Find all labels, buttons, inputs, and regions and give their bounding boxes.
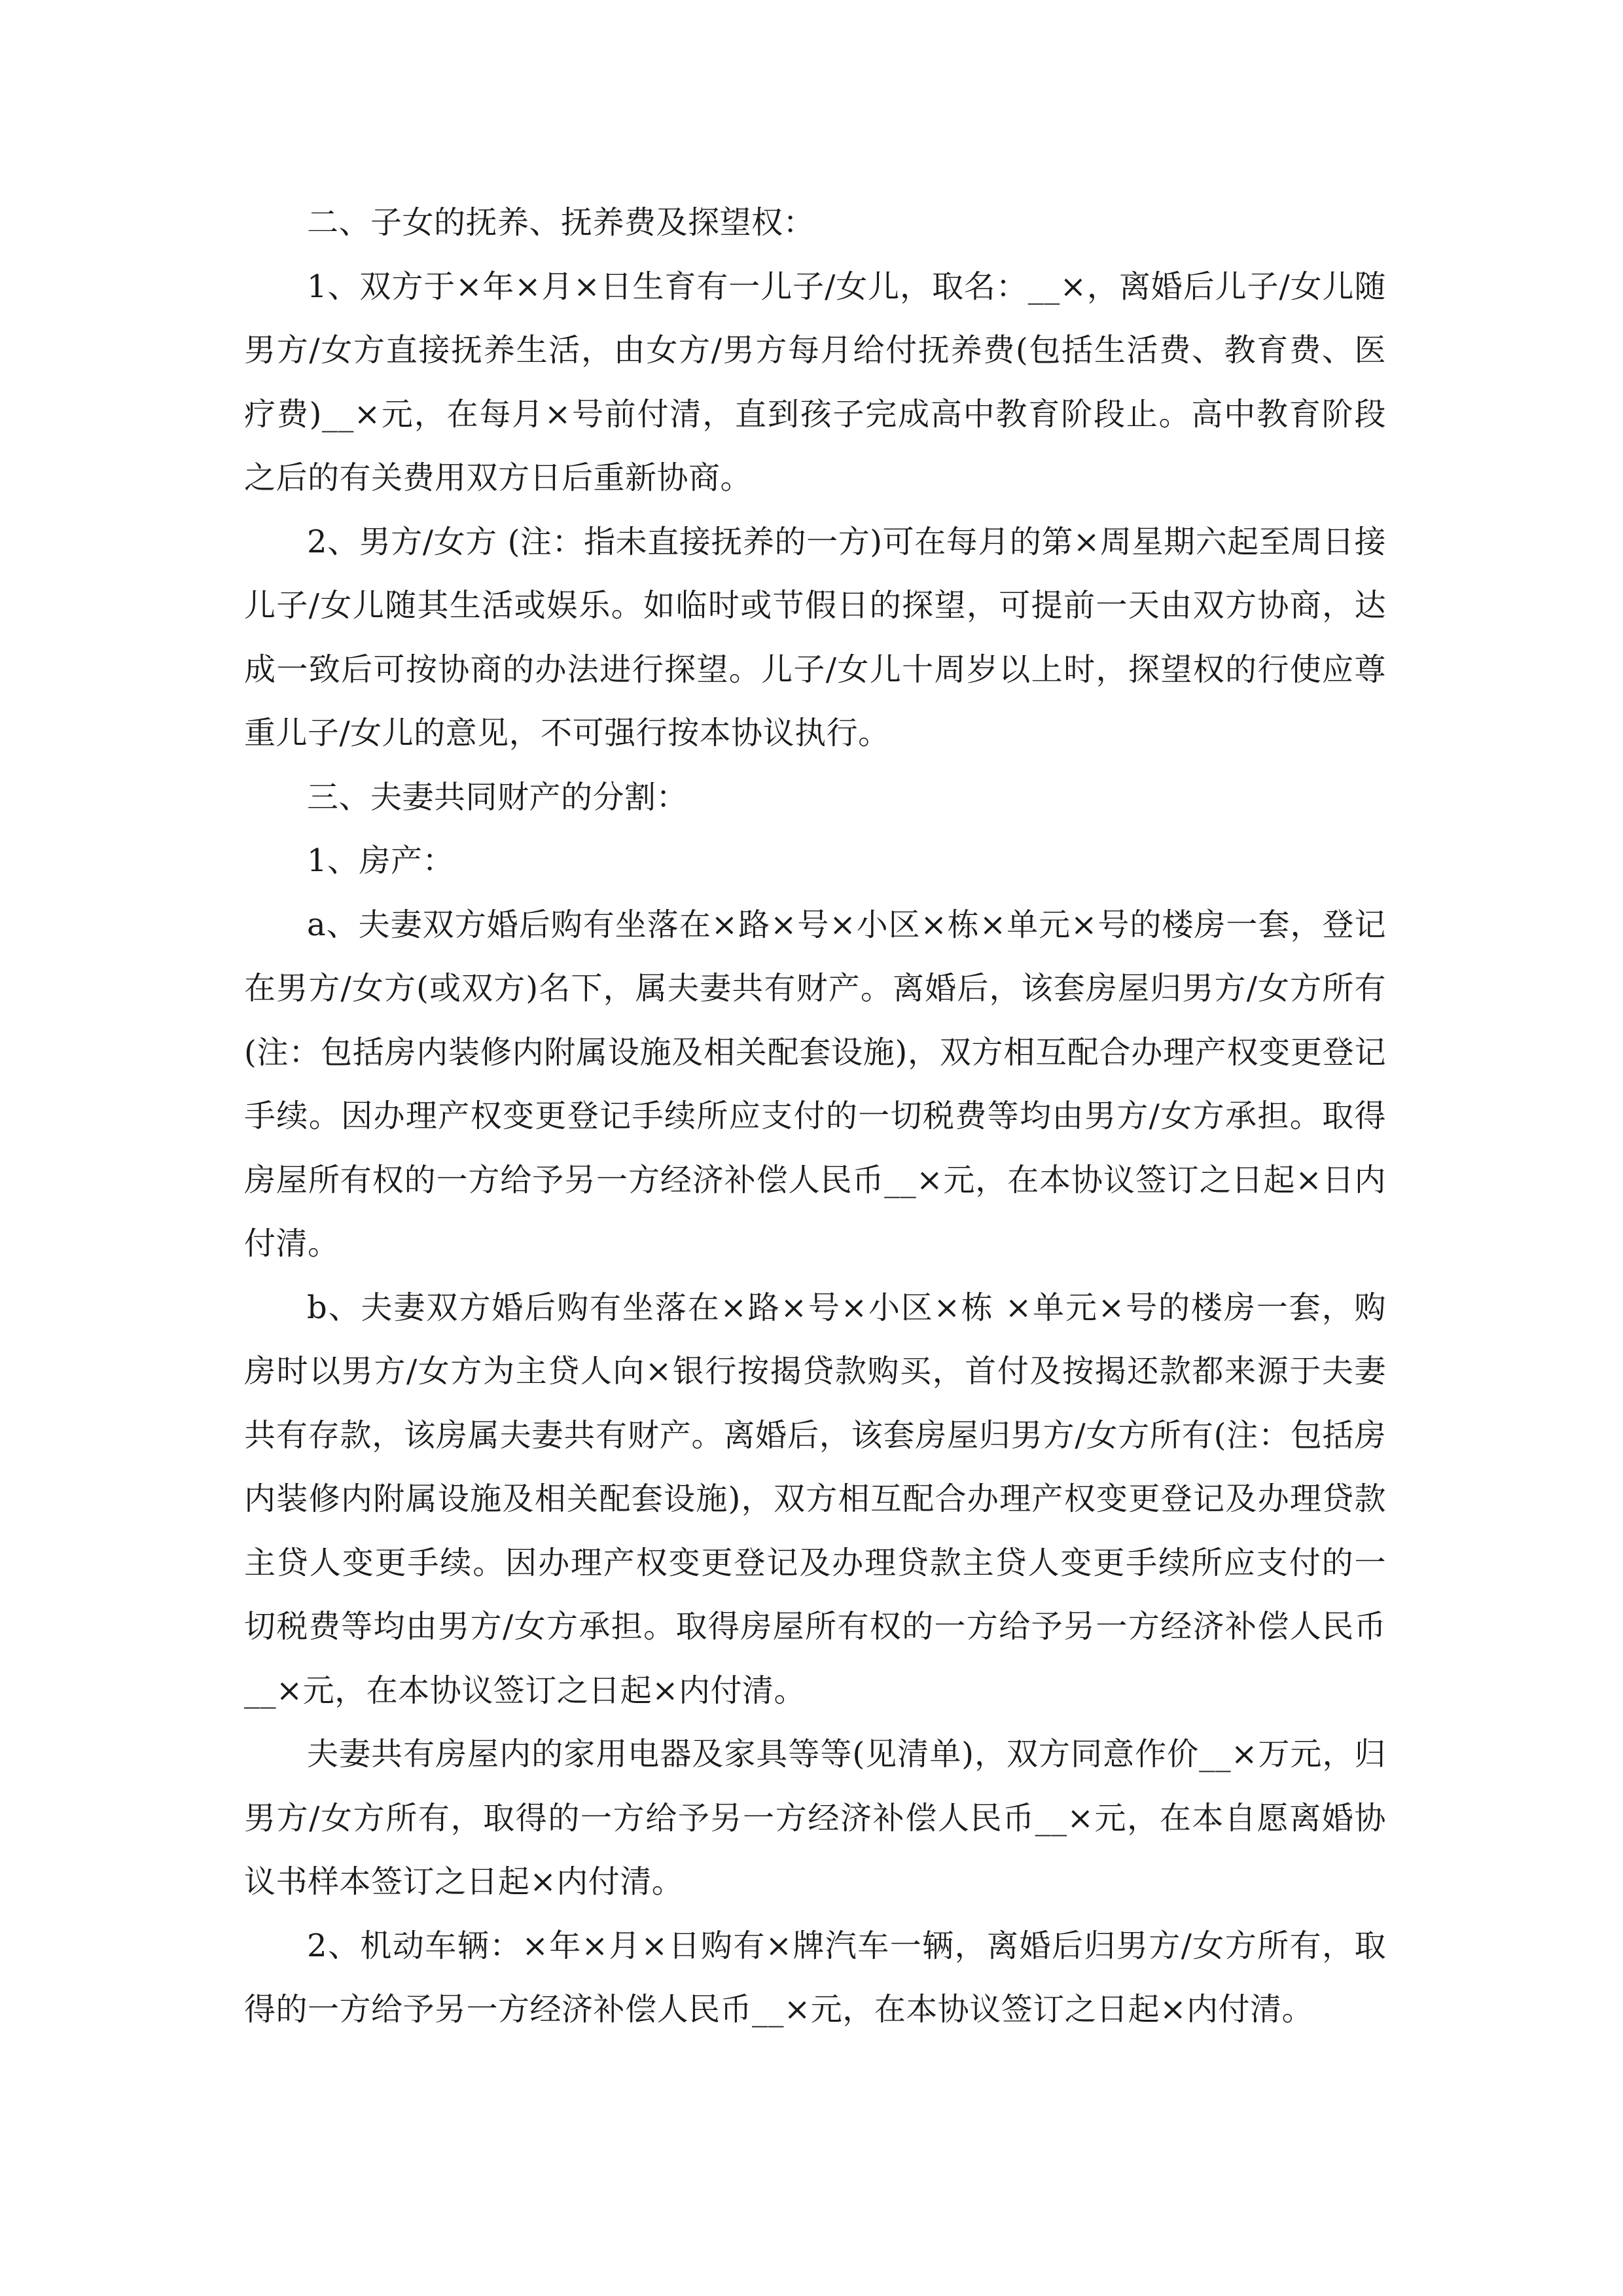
paragraph-motor-vehicle: 2、机动车辆：×年×月×日购有×牌汽车一辆，离婚后归男方/女方所有，取得的一方给予另一方经济补偿人民币__×元，在本协议签订之日起×内付清。 (244, 1927, 1386, 2028)
paragraph-child-support: 1、双方于×年×月×日生育有一儿子/女儿，取名：__×，离婚后儿子/女儿随男方/女方直接抚养生活，由女方/男方每月给付抚养费(包括生活费、教育费、医疗费)__×元，在每月×号前付清，直到孩子完成高中教育阶段止。高中教育阶段之后的有关费用双方日后重新协商。 (244, 268, 1386, 496)
section-heading-child-custody: 二、子女的抚养、抚养费及探望权： (307, 204, 815, 241)
paragraph-household-items: 夫妻共有房屋内的家用电器及家具等等(见清单)，双方同意作价__×万元，归男方/女方所有，取得的一方给予另一方经济补偿人民币__×元，在本自愿离婚协议书样本签订之日起×内付清。 (244, 1736, 1386, 1900)
paragraph-visitation: 2、男方/女方 (注：指未直接抚养的一方)可在每月的第×周星期六起至周日接儿子/女儿随其生活或娱乐。如临时或节假日的探望，可提前一天由双方协商，达成一致后可按协商的办法进行探望。儿子/女儿十周岁以上时，探望权的行使应尊重儿子/女儿的意见，不可强行按本协议执行。 (244, 523, 1386, 751)
paragraph-property-a: a、夫妻双方婚后购有坐落在×路×号×小区×栋×单元×号的楼房一套，登记在男方/女方(或双方)名下，属夫妻共有财产。离婚后，该套房屋归男方/女方所有 (注：包括房内装修内附属设施及相关配套设施)，双方相互配合办理产权变更登记手续。因办理产权变更登记手续所应支付的一切税费等均由男方/女方承担。取得房屋所有权的一方给予另一方经济补偿人民币__×元，在本协议签订之日起×日内付清。 (244, 906, 1386, 1262)
subheading-real-estate: 1、房产： (307, 842, 455, 879)
paragraph-property-b: b、夫妻双方婚后购有坐落在×路×号×小区×栋 ×单元×号的楼房一套，购房时以男方/女方为主贷人向×银行按揭贷款购买，首付及按揭还款都来源于夫妻共有存款，该房属夫妻共有财产。离婚后，该套房屋归男方/女方所有(注：包括房内装修内附属设施及相关配套设施)，双方相互配合办理产权变更登记及办理贷款主贷人变更手续。因办理产权变更登记及办理贷款主贷人变更手续所应支付的一切税费等均由男方/女方承担。取得房屋所有权的一方给予另一方经济补偿人民币__×元，在本协议签订之日起×内付清。 (244, 1289, 1386, 1709)
section-heading-property-division: 三、夫妻共同财产的分割： (307, 778, 688, 816)
document-body (244, 191, 1386, 2042)
